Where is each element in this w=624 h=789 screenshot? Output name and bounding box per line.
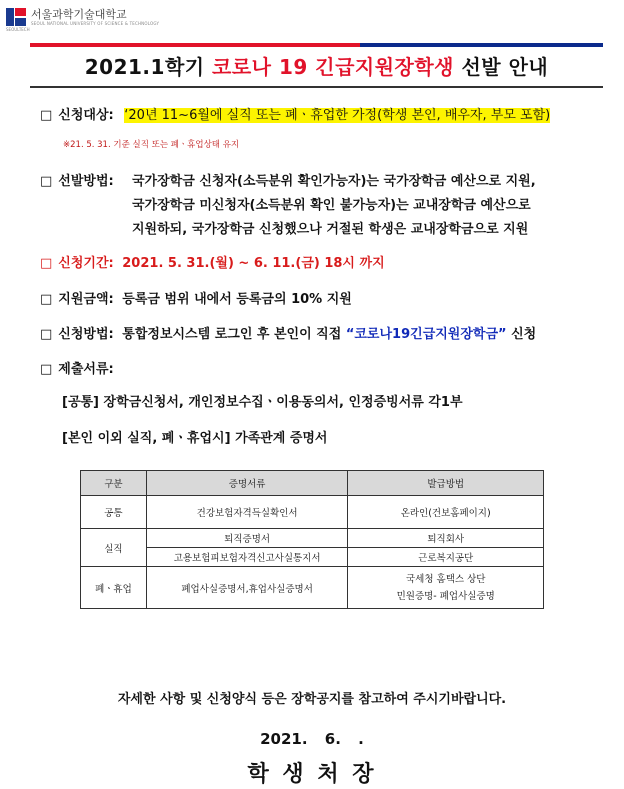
apply-post: 신청 — [506, 327, 537, 342]
bullet-box: □ — [40, 327, 53, 342]
method-cell — [348, 567, 544, 609]
other-docs: [본인 이외 실직, 폐ㆍ휴업시] 가족관계 증명서 — [62, 431, 328, 446]
documents-table — [80, 470, 544, 609]
period-label: 신청기간: — [58, 256, 114, 271]
category-cell: 실직 — [81, 529, 147, 567]
logo-sub: SEOULTECH — [6, 27, 30, 32]
title-bottom-rule — [30, 86, 603, 88]
page-title — [30, 51, 603, 80]
table-row — [81, 529, 544, 548]
method-cell: 온라인(건보홈페이지) — [348, 496, 544, 529]
docs-label: 제출서류: — [58, 362, 114, 377]
title-top-bar — [30, 43, 603, 47]
target-label: 신청대상: — [58, 108, 114, 123]
method-line-3: 지원하되, 국가장학금 신청했으나 거절된 학생은 교내장학금으로 지원 — [132, 222, 529, 237]
doc-cell: 폐업사실증명서,휴업사실증명서 — [146, 567, 348, 609]
logo-korean-name: 서울과학기술대학교 — [31, 8, 127, 21]
doc-cell: 고용보험피보험자격신고사실통지서 — [146, 548, 348, 567]
title-prefix: 2021.1학기 — [84, 55, 213, 79]
method-cell: 근로복지공단 — [348, 548, 544, 567]
doc-cell: 퇴직증명서 — [146, 529, 348, 548]
method-cell-line: 국세청 홈택스 상단 — [405, 573, 486, 585]
apply-highlight: “코로나19긴급지원장학금” — [345, 327, 507, 342]
title-suffix: 선발 안내 — [454, 55, 549, 79]
footer-notice: 자세한 사항 및 신청양식 등은 장학공지를 참고하여 주시기바랍니다. — [117, 692, 507, 707]
bullet-box: □ — [40, 256, 53, 271]
amount-value: 등록금 범위 내에서 등록금의 10% 지원 — [122, 292, 352, 307]
bullet-box: □ — [40, 362, 53, 377]
logo-english-name: SEOUL NATIONAL UNIVERSITY OF SCIENCE & TECHNOLOGY — [31, 21, 160, 26]
item-docs — [40, 358, 114, 377]
method-line-2: 국가장학금 미신청자(소득분위 확인 불가능자)는 교내장학금 예산으로 — [132, 198, 531, 213]
apply-label: 신청방법: — [58, 327, 114, 342]
method-line-1: 국가장학금 신청자(소득분위 확인가능자)는 국가장학금 예산으로 지원, — [132, 174, 536, 189]
table-header: 증명서류 — [146, 471, 348, 496]
apply-pre: 통합정보시스템 로그인 후 본인이 직접 — [122, 327, 346, 342]
item-apply — [40, 323, 536, 342]
category-cell: 폐ㆍ휴업 — [81, 567, 147, 609]
table-row — [81, 548, 544, 567]
item-period — [40, 252, 385, 271]
method-label: 선발방법: — [58, 174, 114, 189]
table-row — [81, 567, 544, 609]
table-row — [81, 496, 544, 529]
footer-signer: 학 생 처 장 — [247, 762, 377, 787]
bullet-box: □ — [40, 108, 53, 123]
title-highlight: 코로나 19 긴급지원장학생 — [212, 55, 455, 79]
table-header: 구분 — [81, 471, 147, 496]
method-cell-line: 민원증명- 폐업사실증명 — [396, 590, 495, 602]
footer-date: 2021. 6. . — [260, 730, 364, 748]
bullet-box: □ — [40, 174, 53, 189]
period-value: 2021. 5. 31.(월) ~ 6. 11.(금) 18시 까지 — [122, 256, 385, 271]
target-value: ‘20년 11~6월에 실직 또는 폐ㆍ휴업한 가정(학생 본인, 배우자, 부모 포함) — [124, 108, 551, 123]
item-amount — [40, 288, 352, 307]
amount-label: 지원금액: — [58, 292, 114, 307]
category-cell: 공통 — [81, 496, 147, 529]
seoultech-logo-icon — [6, 8, 26, 26]
doc-cell: 건강보험자격득실확인서 — [146, 496, 348, 529]
table-header-row — [81, 471, 544, 496]
item-method — [40, 170, 114, 189]
common-docs: [공통] 장학금신청서, 개인정보수집ㆍ이용동의서, 인정증빙서류 각1부 — [62, 395, 463, 410]
bullet-box: □ — [40, 292, 53, 307]
item-target — [40, 104, 550, 123]
target-note: ※21. 5. 31. 기준 실직 또는 폐ㆍ휴업상태 유지 — [63, 140, 240, 150]
university-logo — [6, 8, 159, 26]
table-header: 발급방법 — [348, 471, 544, 496]
method-cell: 퇴직회사 — [348, 529, 544, 548]
